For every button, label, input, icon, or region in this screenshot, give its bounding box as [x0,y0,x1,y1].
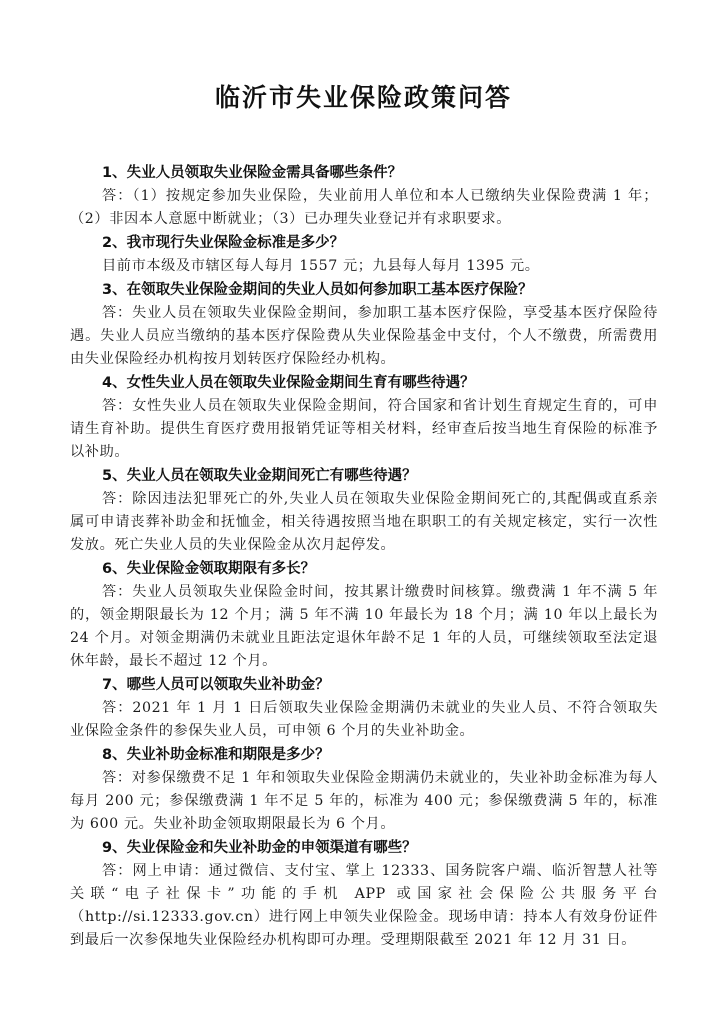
qa-item-4 [70,371,658,464]
question-6: 6、失业保险金领取期限有多长？ [102,561,316,577]
answer-8: 答：对参保缴费不足 1 年和领取失业保险金期满仍未就业的，失业补助金标准为每人每月 200 元；参保缴费满 1 年不足 5 年的，标准为 400 元；参保缴费满 5 年的，标准为 600 元。失业补助金领取期限最长为 6 个月。 [70,770,658,832]
qa-list [70,161,658,952]
question-3: 3、在领取失业保险金期间的失业人员如何参加职工基本医疗保险？ [102,282,533,298]
question-4: 4、女性失业人员在领取失业保险金期间生育有哪些待遇？ [102,375,475,391]
qa-item-3 [70,278,658,371]
qa-item-9 [70,836,658,952]
question-7: 7、哪些人员可以领取失业补助金？ [102,677,330,693]
qa-item-8 [70,743,658,836]
qa-item-7 [70,673,658,743]
answer-9: 答：网上申请：通过微信、支付宝、掌上 12333、国务院客户端、临沂智慧人社等关联“电子社保卡”功能的手机 APP 或国家社会保险公共服务平台（http://si.12333.gov.cn）进行网上申领失业保险金。现场申请：持本人有效身份证件到最后一次参保地失业保险经办机构即可办理。受理期限截至 2021 年 12 月 31 日。 [70,863,658,948]
answer-1: 答：（1）按规定参加失业保险，失业前用人单位和本人已缴纳失业保险费满 1 年；（2）非因本人意愿中断就业；（3）已办理失业登记并有求职要求。 [70,188,658,227]
qa-item-2 [70,231,658,278]
document-title: 临沂市失业保险政策问答 [214,83,512,112]
qa-item-1 [70,161,658,231]
question-5: 5、失业人员在领取失业金期间死亡有哪些待遇？ [102,468,417,484]
answer-2: 目前市本级及市辖区每人每月 1557 元；九县每人每月 1395 元。 [102,258,540,274]
qa-item-6 [70,557,658,673]
question-8: 8、失业补助金标准和期限是多少？ [102,747,330,763]
answer-4: 答：女性失业人员在领取失业保险金期间，符合国家和省计划生育规定生育的，可申请生育补助。提供生育医疗费用报销凭证等相关材料，经审查后按当地生育保险的标准予以补助。 [70,398,658,460]
question-2: 2、我市现行失业保险金标准是多少？ [102,235,345,251]
question-9: 9、失业保险金和失业补助金的申领渠道有哪些？ [102,840,417,856]
question-1: 1、失业人员领取失业保险金需具备哪些条件？ [102,165,403,181]
answer-6: 答：失业人员领取失业保险金时间，按其累计缴费时间核算。缴费满 1 年不满 5 年的，领金期限最长为 12 个月；满 5 年不满 10 年最长为 18 个月；满 10 年以上最长为 24 个月。对领金期满仍未就业且距法定退休年龄不足 1 年的人员，可继续领取至法定退休年龄，最长不超过 12 个月。 [70,584,658,669]
answer-5: 答：除因违法犯罪死亡的外,失业人员在领取失业保险金期间死亡的,其配偶或直系亲属可申请丧葬补助金和抚恤金，相关待遇按照当地在职职工的有关规定核定，实行一次性发放。死亡失业人员的失业保险金从次月起停发。 [70,491,658,553]
qa-item-5 [70,464,658,557]
answer-3: 答：失业人员在领取失业保险金期间，参加职工基本医疗保险，享受基本医疗保险待遇。失业人员应当缴纳的基本医疗保险费从失业保险基金中支付，个人不缴费，所需费用由失业保险经办机构按月划转医疗保险经办机构。 [70,305,658,367]
answer-7: 答：2021 年 1 月 1 日后领取失业保险金期满仍未就业的失业人员、不符合领取失业保险金条件的参保失业人员，可申领 6 个月的失业补助金。 [70,700,658,739]
